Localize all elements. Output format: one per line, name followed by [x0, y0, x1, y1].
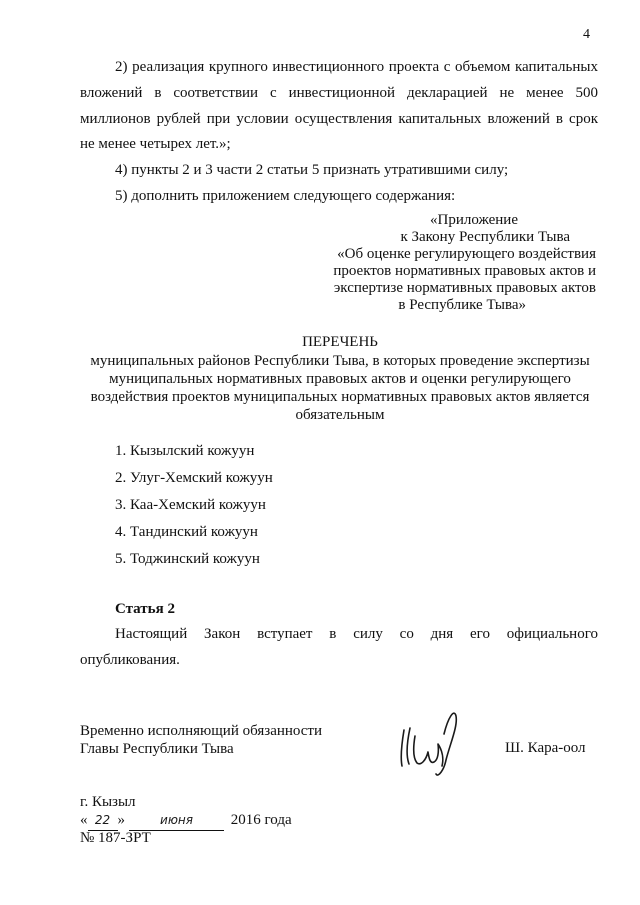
appendix-header — [300, 212, 596, 314]
date-day: 22 — [88, 810, 118, 831]
list-item: 3. Каа-Хемский кожуун — [115, 497, 266, 513]
appendix-line-1: «Приложение — [429, 212, 518, 228]
item2-line-1: 2) реализация крупного инвестиционного проекта с объемом капитальных — [115, 59, 598, 75]
position-line-2: Главы Республики Тыва — [80, 741, 234, 757]
appendix-line-3: «Об оценке регулирующего воздействия — [337, 246, 596, 262]
handwritten-signature — [386, 700, 466, 780]
list-title — [60, 333, 620, 424]
date-year: 2016 года — [230, 812, 292, 828]
district-list — [115, 441, 273, 576]
date-month: июня — [129, 810, 224, 831]
article2-heading: Статья 2 — [115, 601, 175, 617]
list-title-line-1: муниципальных районов Республики Тыва, в которых проведение экспертизы — [90, 353, 590, 369]
appendix-line-4: проектов нормативных правовых актов и — [333, 263, 596, 279]
list-title-line-3: воздействия проектов муниципальных нормативных правовых актов является — [90, 389, 590, 405]
law-number: № 187-ЗРТ — [80, 830, 151, 846]
list-title-line-2: муниципальных нормативных правовых актов и оценки регулирующего — [109, 371, 571, 387]
position-line-1: Временно исполняющий обязанности — [80, 723, 323, 739]
list-item: 1. Кызылский кожуун — [115, 443, 255, 459]
list-item: 5. Тоджинский кожуун — [115, 551, 260, 567]
list-item: 2. Улуг-Хемский кожуун — [115, 470, 273, 486]
appendix-line-2: к Закону Республики Тыва — [400, 229, 570, 245]
date-open-quote: « — [80, 812, 88, 828]
item4-text: 4) пункты 2 и 3 части 2 статьи 5 признать утратившими силу; — [115, 162, 509, 178]
list-item: 4. Тандинский кожуун — [115, 524, 258, 540]
article2-line-2: опубликования. — [80, 652, 180, 668]
item2-line-2: вложений в соответствии с инвестиционной декларацией не менее 500 — [80, 85, 598, 101]
appendix-line-5: экспертизе нормативных правовых актов — [333, 280, 596, 296]
item5-text: 5) дополнить приложением следующего содержания: — [115, 188, 456, 204]
list-title-heading: ПЕРЕЧЕНЬ — [302, 334, 378, 350]
item2-line-3: миллионов рублей при условии осуществления капитальных вложений в срок — [80, 111, 598, 127]
signatory-position — [80, 722, 322, 758]
list-title-line-4: обязательным — [295, 407, 385, 423]
article2-line-1: Настоящий Закон вступает в силу со дня его официального — [115, 626, 598, 642]
city: г. Кызыл — [80, 794, 136, 810]
page-number: 4 — [583, 27, 590, 42]
item2-line-4: не менее четырех лет.»; — [80, 136, 231, 152]
appendix-line-6: в Республике Тыва» — [398, 297, 526, 313]
date-close-quote: » — [117, 812, 125, 828]
signatory-name: Ш. Кара-оол — [505, 740, 586, 756]
